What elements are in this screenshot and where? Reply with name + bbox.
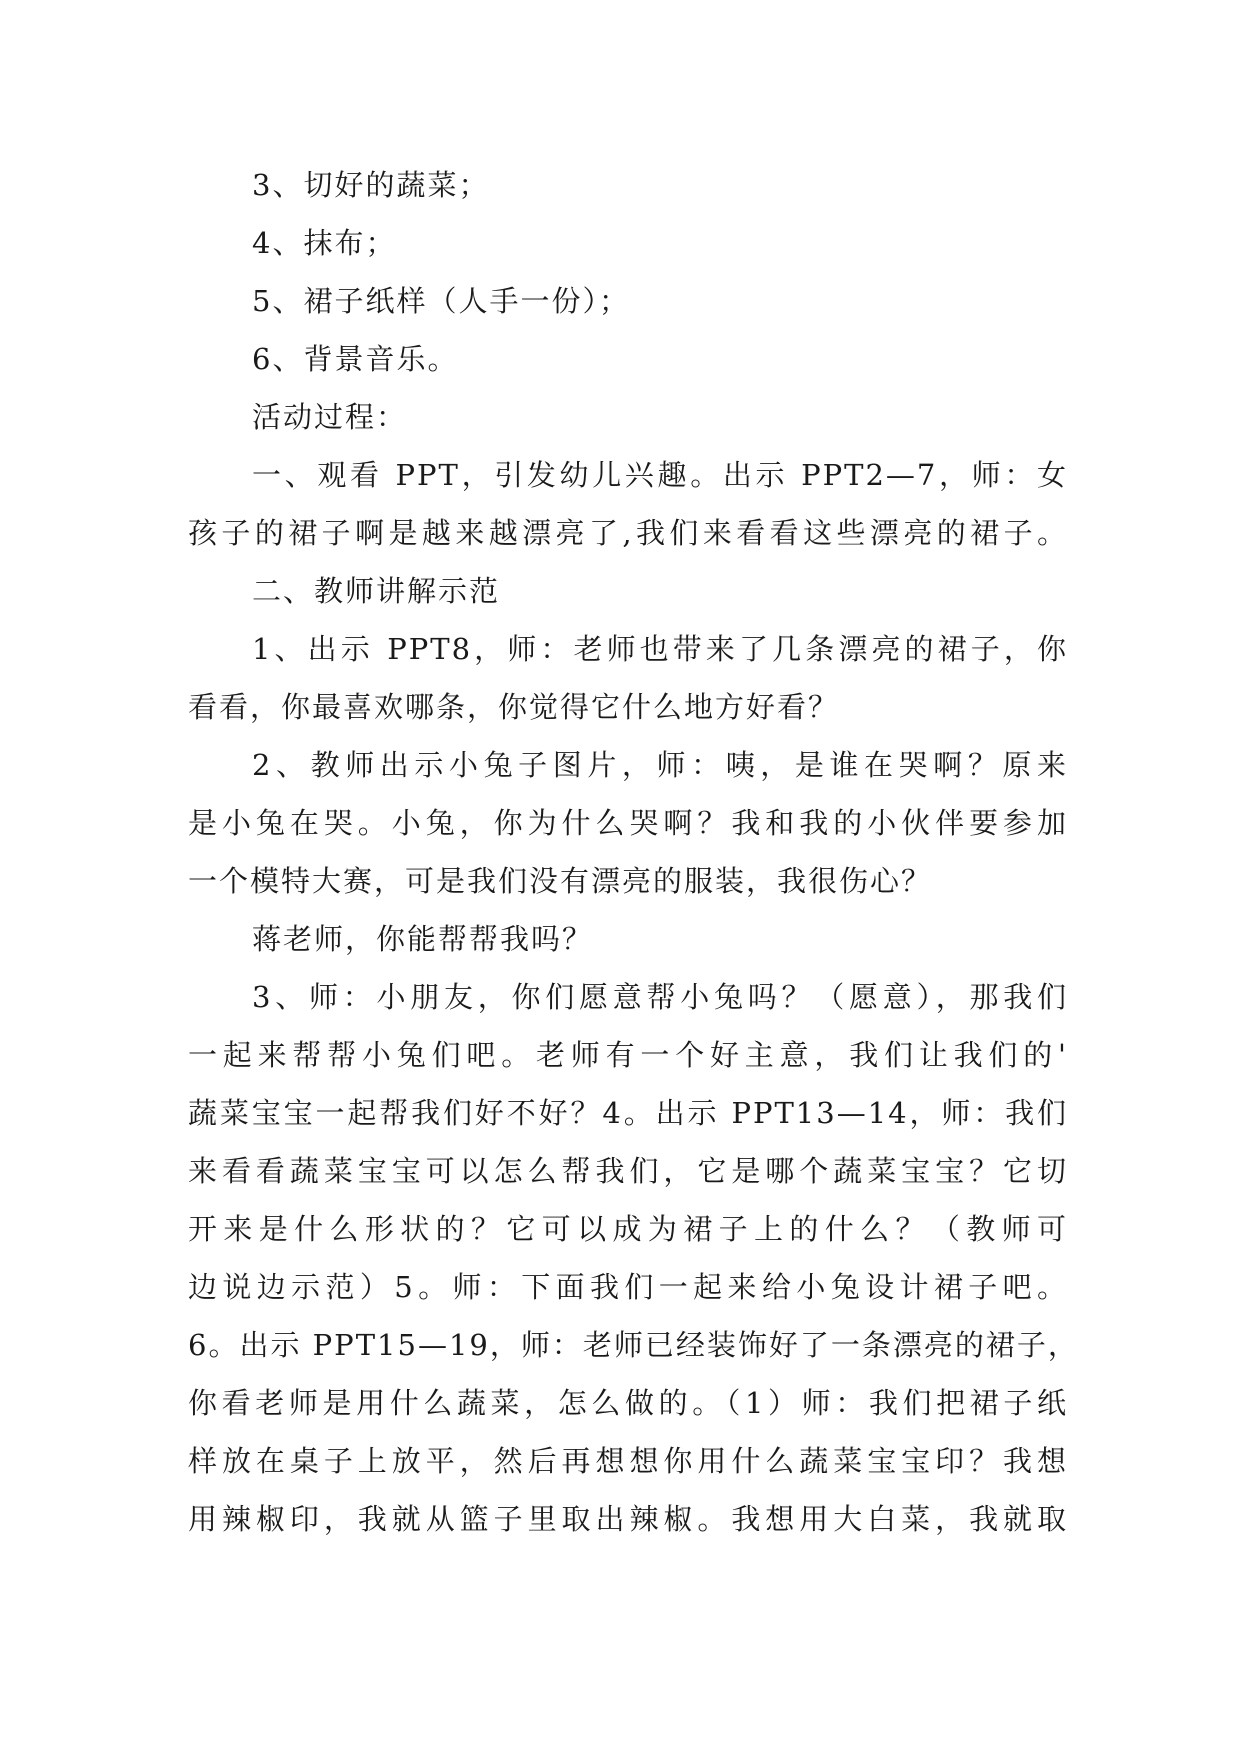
text-line: 2、教师出示小兔子图片，师：咦，是谁在哭啊？原来 — [252, 748, 1068, 782]
text-line: 用辣椒印，我就从篮子里取出辣椒。我想用大白菜，我就取 — [188, 1502, 1068, 1536]
text-line: 6、背景音乐。 — [252, 342, 459, 376]
text-line: 活动过程： — [252, 400, 408, 434]
text-line: 二、教师讲解示范 — [252, 574, 501, 608]
text-line: 孩子的裙子啊是越来越漂亮了,我们来看看这些漂亮的裙子。 — [188, 516, 1068, 550]
text-line: 一起来帮帮小兔们吧。老师有一个好主意，我们让我们的' — [188, 1038, 1068, 1072]
text-line: 3、切好的蔬菜； — [252, 168, 490, 202]
text-line: 样放在桌子上放平，然后再想想你用什么蔬菜宝宝印？我想 — [188, 1444, 1068, 1478]
text-line: 6。出示 PPT15—19，师：老师已经装饰好了一条漂亮的裙子， — [188, 1328, 1079, 1362]
text-line: 蒋老师，你能帮帮我吗？ — [252, 922, 594, 956]
text-line: 1、出示 PPT8，师：老师也带来了几条漂亮的裙子，你 — [252, 632, 1068, 666]
text-line: 4、抹布； — [252, 226, 397, 260]
text-line: 你看老师是用什么蔬菜，怎么做的。（1）师：我们把裙子纸 — [188, 1386, 1068, 1420]
text-line: 看看，你最喜欢哪条，你觉得它什么地方好看？ — [188, 690, 840, 724]
text-line: 开来是什么形状的？它可以成为裙子上的什么？（教师可 — [188, 1212, 1068, 1246]
text-line: 边说边示范）5。师：下面我们一起来给小兔设计裙子吧。 — [188, 1270, 1068, 1304]
text-line: 来看看蔬菜宝宝可以怎么帮我们，它是哪个蔬菜宝宝？它切 — [188, 1154, 1068, 1188]
text-line: 是小兔在哭。小兔，你为什么哭啊？我和我的小伙伴要参加 — [188, 806, 1068, 840]
text-line: 5、裙子纸样（人手一份）； — [252, 284, 630, 318]
text-line: 一、观看 PPT，引发幼儿兴趣。出示 PPT2—7，师：女 — [252, 458, 1068, 492]
text-line: 蔬菜宝宝一起帮我们好不好？4。出示 PPT13—14，师：我们 — [188, 1096, 1068, 1130]
text-line: 3、师：小朋友，你们愿意帮小兔吗？（愿意），那我们 — [252, 980, 1068, 1014]
text-line: 一个模特大赛，可是我们没有漂亮的服装，我很伤心？ — [188, 864, 933, 898]
